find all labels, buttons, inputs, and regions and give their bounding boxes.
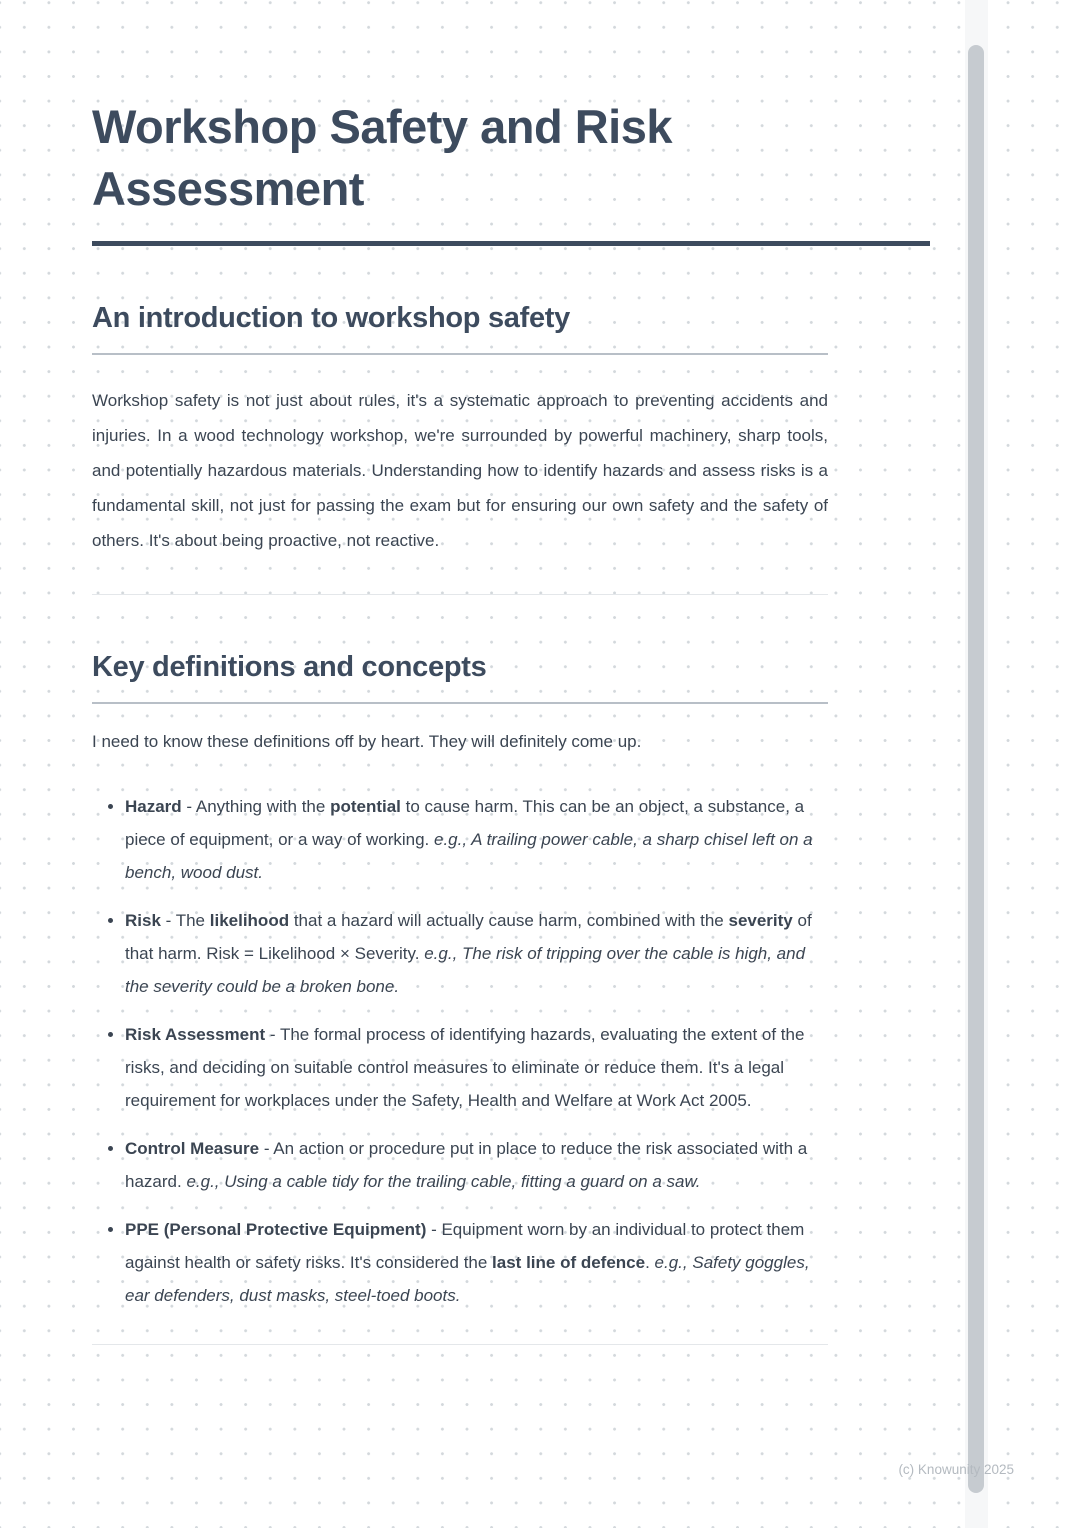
introduction-paragraph: Workshop safety is not just about rules, it's a systematic approach to preventing accidents and injuries. In a wood technology workshop, we're surrounded by powerful machinery, sharp tools, and potentially hazardous materials. Understanding how to identify hazards and assess risks is a fundamental skill, not just for passing the exam but for ensuring our own safety and the safety of others. It's about being proactive, not reactive.: [92, 390, 828, 550]
bottom-divider: [92, 1344, 828, 1345]
scrollbar-track[interactable]: [965, 0, 988, 1528]
title-divider: [92, 241, 930, 246]
heading-underline: [92, 353, 828, 355]
page-title: Workshop Safety and Risk Assessment: [92, 100, 672, 216]
section-introduction: [92, 301, 828, 558]
definition-item-control-measure: • Control Measure - An action or procedure put in place to reduce the risk associated with a hazard. e.g., Using a cable tidy for the trailing cable, fitting a guard on a saw.: [125, 1132, 830, 1198]
definition-item-hazard: • Hazard - Anything with the potential to cause harm. This can be an object, a substance, a piece of equipment, or a way of working. e.g., A trailing power cable, a sharp chisel left on a bench, wood dust.: [125, 790, 830, 889]
definition-item-ppe: • PPE (Personal Protective Equipment) - Equipment worn by an individual to protect them against health or safety risks. It's considered the last line of defence. e.g., Safety goggles, ear defenders, dust masks, steel-toed boots.: [125, 1213, 830, 1312]
document-content: [92, 96, 930, 1345]
section-heading-introduction: An introduction to workshop safety: [92, 302, 570, 335]
definition-item-risk-assessment: • Risk Assessment - The formal process of identifying hazards, evaluating the extent of the risks, and deciding on suitable control measures to eliminate or reduce them. It's a legal requirement for workplaces under the Safety, Health and Welfare at Work Act 2005.: [125, 1018, 830, 1117]
section-definitions: [92, 650, 828, 1312]
scrollbar-thumb[interactable]: [968, 45, 984, 1493]
definitions-intro: I need to know these definitions off by heart. They will definitely come up.: [92, 731, 642, 751]
section-heading-definitions: Key definitions and concepts: [92, 650, 487, 683]
copyright-watermark: (c) Knowunity 2025: [898, 1462, 1014, 1477]
heading-underline: [92, 702, 828, 704]
definitions-list: [92, 790, 830, 1312]
definition-item-risk: • Risk - The likelihood that a hazard will actually cause harm, combined with the severity of that harm. Risk = Likelihood × Severity. e.g., The risk of tripping over the cable is high, and the severity could be a broken bone.: [125, 904, 830, 1003]
section-divider: [92, 594, 828, 595]
